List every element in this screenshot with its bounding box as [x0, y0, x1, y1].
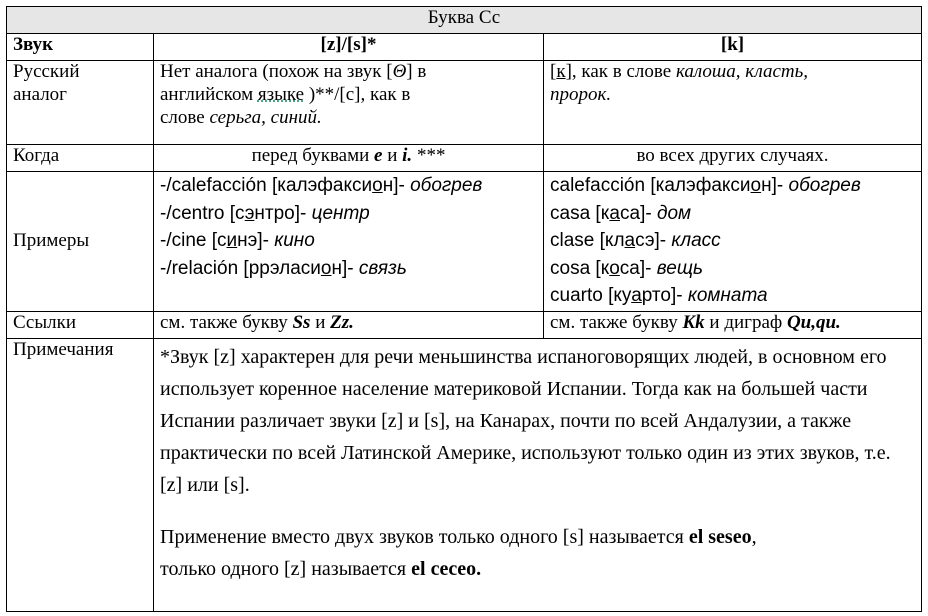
examples-label: Примеры	[7, 172, 154, 312]
example-line	[160, 200, 537, 228]
links-col2	[544, 312, 922, 339]
example-translation: обогрев	[788, 175, 861, 196]
links-text: см. также букву	[550, 312, 683, 333]
example-line	[160, 255, 537, 283]
analog-text: английском	[160, 83, 258, 105]
sound-label: Звук	[7, 34, 154, 61]
example-line	[550, 227, 915, 255]
analog-text: языке	[257, 83, 305, 105]
example-word: clase [кл	[550, 230, 625, 251]
example-line	[160, 172, 537, 200]
note-text: только одного [z] называется	[160, 558, 412, 580]
analog-example: калоша, класть,	[675, 61, 809, 82]
analog-col2	[544, 61, 922, 145]
sound-col1: [z]/[s]*	[154, 34, 544, 61]
links-text: см. также букву	[160, 312, 293, 333]
when-text: перед буквами	[251, 145, 375, 166]
when-text: ***	[412, 145, 446, 166]
example-word: н]-	[761, 175, 789, 196]
example-word: са]-	[619, 257, 657, 279]
note-paragraph-1: *Звук [z] характерен для речи меньшинства испаноговорящих людей, в основном его использует коренное население материковой Испании. Тогда как на большей части Испании различает звуки [z] и [s], на Канарах, почти по всей Андалузии, а также практически по всей Латинской Америке, используют только один из этих звуков, т.е. [z] или [s].	[160, 346, 891, 496]
example-word: о	[750, 175, 762, 196]
examples-col1	[154, 172, 544, 312]
sound-row	[7, 34, 922, 61]
link-letter: Kk	[682, 312, 705, 333]
link-digraph: Qu,qu.	[786, 312, 841, 333]
note-text: Применение вместо двух звуков только одного [s] называется	[160, 526, 689, 548]
link-letter: Zz.	[330, 312, 354, 333]
example-line	[550, 255, 915, 283]
example-word: calefacción [калэфакси	[550, 175, 751, 196]
example-word: о	[372, 175, 383, 196]
example-line	[160, 227, 537, 255]
links-col1	[154, 312, 544, 339]
example-word: сэ]-	[635, 230, 672, 251]
table-title: Буква Сс	[7, 7, 922, 34]
example-word: и	[226, 230, 238, 251]
analog-label	[7, 61, 154, 145]
analog-example: серьга, синий.	[209, 106, 322, 128]
example-translation: дом	[656, 202, 692, 224]
links-text: и	[310, 312, 331, 333]
example-word: са]-	[620, 202, 657, 224]
when-row	[7, 145, 922, 172]
example-translation: обогрев	[410, 175, 483, 196]
notes-label: Примечания	[7, 339, 154, 612]
analog-row	[7, 61, 922, 145]
when-col2: во всех других случаях.	[544, 145, 922, 172]
when-text: и	[382, 145, 403, 166]
analog-text: к	[556, 61, 566, 82]
analog-text: Нет аналога (похож на звук [	[160, 61, 393, 82]
ceceo-term: el ceceo.	[411, 558, 482, 580]
note-paragraph-2	[160, 521, 915, 585]
example-translation: класс	[671, 230, 721, 251]
analog-text: ] в	[406, 61, 427, 82]
example-word: -/relación [ррэласи	[160, 257, 321, 279]
example-translation: связь	[358, 257, 407, 279]
example-line	[550, 200, 915, 228]
when-label: Когда	[7, 145, 154, 172]
example-translation: центр	[311, 202, 370, 224]
examples-col2	[544, 172, 922, 312]
when-col1	[154, 145, 544, 172]
link-letter: Ss	[292, 312, 311, 333]
example-word: casa [к	[550, 202, 610, 224]
example-word: -/calefacción [калэфакси	[160, 175, 373, 196]
when-letter: i.	[402, 145, 413, 166]
example-translation: кино	[274, 230, 315, 251]
notes-row	[7, 339, 922, 612]
example-word: н]-	[331, 257, 359, 279]
example-word: о	[320, 257, 332, 279]
analog-col1	[154, 61, 544, 145]
example-word: а	[631, 285, 642, 306]
title-row	[7, 7, 922, 34]
analog-example: пророк.	[550, 83, 612, 105]
example-word: а	[624, 230, 636, 251]
example-word: cosa [к	[550, 257, 610, 279]
analog-label-line2: аналог	[13, 83, 67, 105]
links-label: Ссылки	[7, 312, 154, 339]
example-translation: вещь	[656, 257, 703, 279]
example-word: cuarto [ку	[550, 285, 632, 306]
example-word: н]-	[382, 175, 411, 196]
example-translation: комната	[687, 285, 768, 306]
example-word: а	[609, 202, 620, 224]
seseo-term: el seseo	[688, 526, 752, 548]
example-word: о	[609, 257, 620, 279]
analog-label-line1: Русский	[13, 61, 80, 82]
when-letter: e	[374, 145, 383, 166]
example-word: нтро]-	[254, 202, 312, 224]
note-text: ,	[751, 526, 757, 548]
sound-col2: [k]	[544, 34, 922, 61]
links-text: и диграф	[704, 312, 787, 333]
analog-text: слове	[160, 106, 210, 128]
example-line	[550, 172, 915, 200]
example-word: рто]-	[641, 285, 688, 306]
example-word: э	[244, 202, 255, 224]
letter-table	[6, 6, 922, 612]
analog-text: ], как в слове	[565, 61, 676, 82]
links-row	[7, 312, 922, 339]
theta-symbol: Θ	[392, 61, 407, 82]
example-word: нэ]-	[237, 230, 275, 251]
analog-text: )**/[с], как в	[304, 83, 411, 105]
notes-text	[154, 339, 922, 612]
analog-text: [	[550, 61, 557, 82]
example-word: -/centro [с	[160, 202, 245, 224]
example-line	[550, 282, 915, 310]
examples-row	[7, 172, 922, 312]
example-word: -/cine [с	[160, 230, 227, 251]
